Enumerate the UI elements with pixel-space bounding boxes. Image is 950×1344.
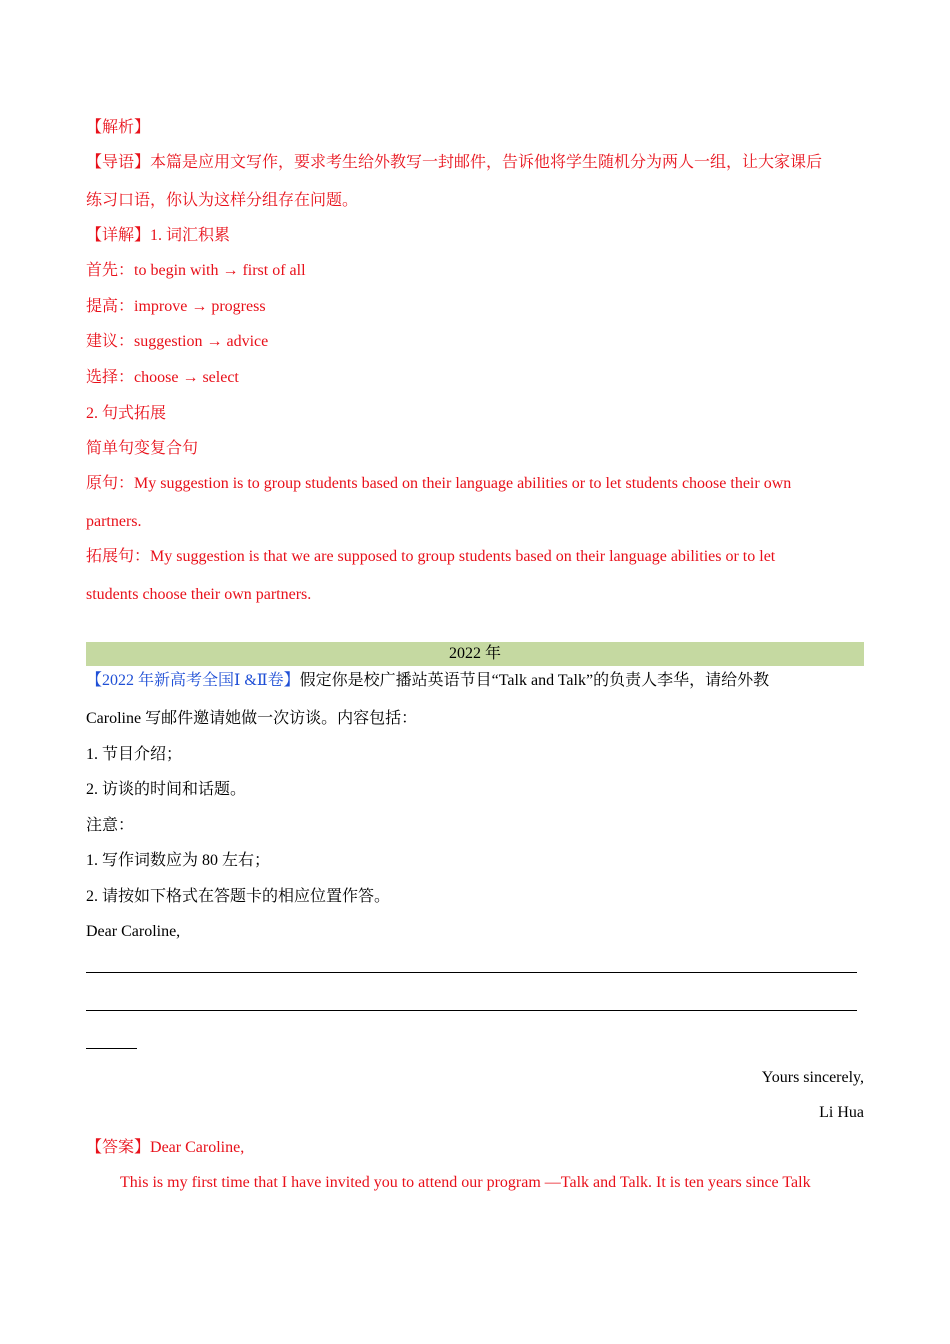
vocab-cn: 提高： <box>86 298 135 315</box>
answer-label: 【答案】 <box>86 1139 151 1156</box>
answer-blank-line <box>86 1010 857 1011</box>
answer-blank-line <box>86 972 857 973</box>
expanded-label: 拓展句： <box>86 548 151 565</box>
letter-signature: Li Hua <box>819 1104 864 1121</box>
analysis-header: 【解析】 <box>86 119 151 136</box>
letter-closing: Yours sincerely, <box>761 1069 864 1086</box>
vocab-item <box>86 297 266 317</box>
sentence-title: 2. 句式拓展 <box>86 405 167 422</box>
answer-line-1: This is my first time that I have invited you to attend our program —Talk and Talk. It is ten years since Talk <box>120 1174 811 1191</box>
vocab-en: suggestion → advice <box>134 333 269 350</box>
detail-title: 1. 词汇积累 <box>150 227 231 244</box>
answer-greeting: Dear Caroline, <box>150 1139 245 1156</box>
question-text-1: 假定你是校广播站英语节目“Talk and Talk”的负责人李华，请给外教 <box>299 672 770 689</box>
vocab-item <box>86 332 268 352</box>
note-heading: 注意： <box>86 817 135 834</box>
letter-greeting: Dear Caroline, <box>86 923 181 940</box>
year-band: 2022 年 <box>86 642 864 666</box>
question-item-2: 2. 访谈的时间和话题。 <box>86 781 247 798</box>
intro-label: 【导语】 <box>86 154 151 171</box>
detail-heading <box>86 226 230 246</box>
question-source: 【2022 年新高考全国Ⅰ &Ⅱ卷】 <box>86 672 300 689</box>
vocab-cn: 首先： <box>86 262 135 279</box>
vocab-item <box>86 261 306 281</box>
vocab-en: to begin with → first of all <box>134 262 306 279</box>
question-item-1: 1. 节目介绍； <box>86 746 183 763</box>
answer-heading <box>86 1138 244 1158</box>
intro-line-2: 练习口语，你认为这样分组存在问题。 <box>86 192 359 209</box>
original-sentence-line-2: partners. <box>86 513 142 530</box>
vocab-en: improve → progress <box>134 298 266 315</box>
vocab-en: choose → select <box>134 369 239 386</box>
note-item-2: 2. 请按如下格式在答题卡的相应位置作答。 <box>86 888 391 905</box>
answer-blank-line <box>86 1048 137 1049</box>
original-label: 原句： <box>86 475 135 492</box>
intro-text-1: 本篇是应用文写作，要求考生给外教写一封邮件，告诉他将学生随机分为两人一组，让大家课后 <box>150 154 823 171</box>
original-text-1: My suggestion is to group students based on their language abilities or to let students choose their own <box>134 475 792 492</box>
question-line-2: Caroline 写邮件邀请她做一次访谈。内容包括： <box>86 710 418 727</box>
detail-label: 【详解】 <box>86 227 151 244</box>
original-sentence-line-1 <box>86 474 791 494</box>
intro-line-1 <box>86 153 822 173</box>
expanded-sentence-line-1 <box>86 547 775 567</box>
vocab-item <box>86 368 239 388</box>
sentence-subtitle: 简单句变复合句 <box>86 440 199 457</box>
expanded-text-1: My suggestion is that we are supposed to group students based on their language abilities or to let <box>150 548 776 565</box>
note-item-1: 1. 写作词数应为 80 左右； <box>86 852 271 869</box>
vocab-cn: 选择： <box>86 369 135 386</box>
expanded-sentence-line-2: students choose their own partners. <box>86 586 312 603</box>
question-line-1 <box>86 671 769 691</box>
vocab-cn: 建议： <box>86 333 135 350</box>
